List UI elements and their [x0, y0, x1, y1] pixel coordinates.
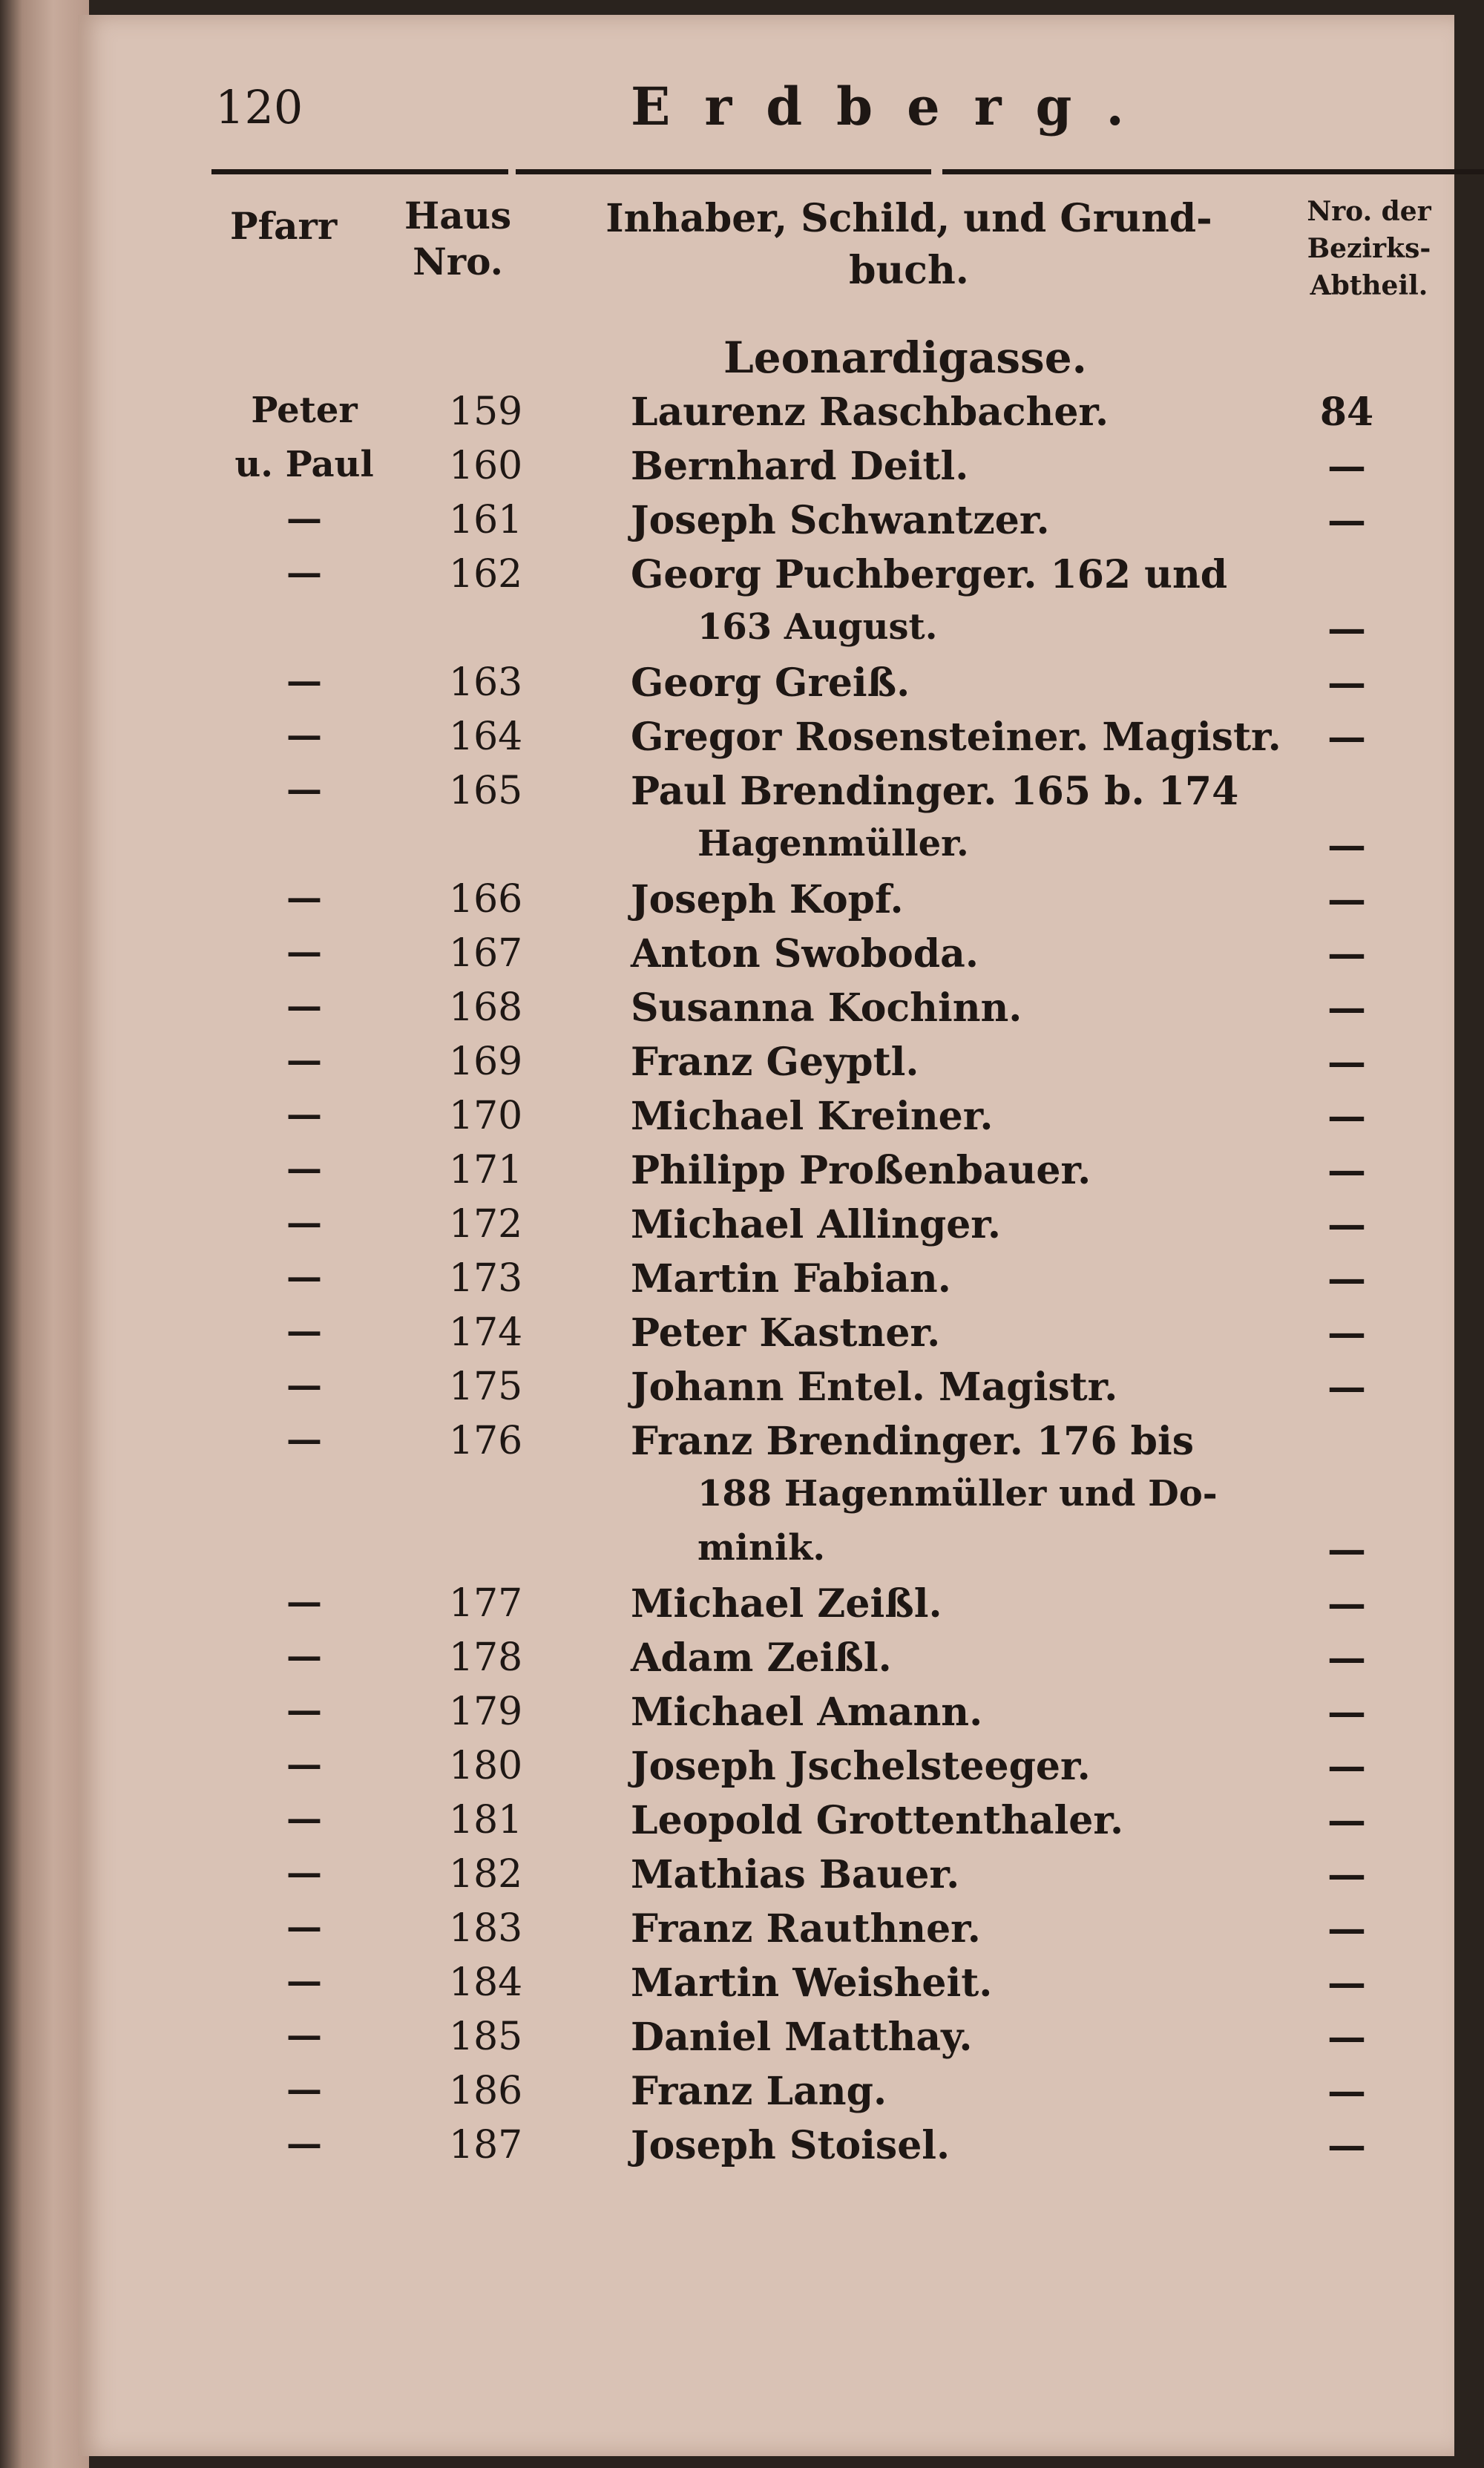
parish-cell: u. Paul: [234, 444, 374, 485]
district-number: 84: [1319, 390, 1374, 435]
house-number: 184: [449, 1960, 523, 2005]
entry-row: [78, 931, 1454, 983]
column-header-haus-nro: [404, 193, 511, 285]
owner-name: Mathias Bauer.: [631, 1852, 960, 1897]
entry-row: [78, 1419, 1454, 1471]
book-page: [78, 15, 1454, 2456]
parish-cell: —: [286, 498, 322, 539]
owner-name: Martin Fabian.: [631, 1256, 951, 1302]
owner-name: Joseph Schwantzer.: [631, 498, 1050, 543]
district-number: —: [1327, 2015, 1366, 2060]
district-number: —: [1327, 2069, 1366, 2114]
parish-cell: —: [286, 2015, 322, 2056]
district-number: —: [1327, 1527, 1366, 1572]
entry-row: [78, 1310, 1454, 1362]
owner-name: Franz Brendinger. 176 bis: [631, 1419, 1195, 1464]
entry-row: [78, 660, 1454, 712]
owner-name: Martin Weisheit.: [631, 1960, 993, 2006]
column-header-haus-line: Nro.: [413, 240, 504, 283]
district-number: —: [1327, 1581, 1366, 1627]
entry-row: [78, 1473, 1454, 1525]
entry-row: [78, 1365, 1454, 1417]
column-header-inhaber-line: buch.: [849, 248, 969, 293]
house-number: 179: [449, 1690, 523, 1734]
owner-name: Gregor Rosensteiner. Magistr.: [631, 715, 1281, 760]
district-number: —: [1327, 985, 1366, 1031]
district-number: —: [1327, 2123, 1366, 2168]
entry-continuation: minik.: [697, 1527, 826, 1569]
entry-continuation: Hagenmüller.: [697, 823, 969, 864]
owner-name: Georg Greiß.: [631, 660, 910, 706]
district-number: —: [1327, 1310, 1366, 1356]
entry-row: [78, 715, 1454, 767]
owner-name: Franz Lang.: [631, 2069, 887, 2114]
house-number: 168: [449, 985, 523, 1030]
district-number: —: [1327, 715, 1366, 760]
column-header-bezirk-line: Nro. der: [1307, 196, 1431, 227]
house-number: 186: [449, 2069, 523, 2113]
entry-row: [78, 2123, 1454, 2175]
district-number: —: [1327, 660, 1366, 706]
owner-name: Philipp Proßenbauer.: [631, 1148, 1091, 1193]
entry-row: [78, 1635, 1454, 1687]
owner-name: Leopold Grottenthaler.: [631, 1798, 1124, 1843]
entry-continuation: 163 August.: [697, 606, 938, 648]
owner-name: Susanna Kochinn.: [631, 985, 1022, 1031]
page-number: 120: [215, 80, 303, 134]
owner-name: Franz Rauthner.: [631, 1906, 981, 1952]
district-number: —: [1327, 1365, 1366, 1410]
district-number: —: [1327, 1148, 1366, 1193]
district-number: —: [1327, 444, 1366, 489]
parish-cell: —: [286, 985, 322, 1027]
section-title: Leonardigasse.: [723, 332, 1087, 383]
district-number: —: [1327, 1906, 1366, 1952]
owner-name: Michael Zeißl.: [631, 1581, 942, 1627]
book-page-edge: [0, 0, 89, 2468]
district-number: —: [1327, 1094, 1366, 1139]
owner-name: Laurenz Raschbacher.: [631, 390, 1109, 435]
owner-name: Joseph Kopf.: [631, 877, 904, 922]
running-title: Erdberg.: [631, 76, 1158, 137]
entry-row: [78, 606, 1454, 658]
owner-name: Michael Allinger.: [631, 1202, 1002, 1247]
district-number: —: [1327, 1852, 1366, 1897]
owner-name: Georg Puchberger. 162 und: [631, 552, 1228, 597]
owner-name: Bernhard Deitl.: [631, 444, 969, 489]
house-number: 162: [449, 552, 523, 597]
owner-name: Michael Kreiner.: [631, 1094, 994, 1139]
owner-name: Franz Geyptl.: [631, 1040, 919, 1085]
entry-row: [78, 1960, 1454, 2012]
owner-name: Joseph Jschelsteeger.: [631, 1744, 1091, 1789]
parish-cell: —: [286, 1581, 322, 1623]
house-number: 182: [449, 1852, 523, 1897]
parish-cell: —: [286, 1094, 322, 1135]
parish-cell: —: [286, 931, 322, 973]
house-number: 176: [449, 1419, 523, 1463]
district-number: —: [1327, 1256, 1366, 1302]
district-number: —: [1327, 1635, 1366, 1681]
owner-name: Paul Brendinger. 165 b. 174: [631, 769, 1239, 814]
entry-continuation: 188 Hagenmüller und Do-: [697, 1473, 1218, 1514]
owner-name: Johann Entel. Magistr.: [631, 1365, 1118, 1410]
house-number: 185: [449, 2015, 523, 2059]
column-header-haus-line: Haus: [404, 194, 512, 237]
district-number: —: [1327, 1202, 1366, 1247]
entry-row: [78, 1690, 1454, 1742]
house-number: 174: [449, 1310, 523, 1355]
house-number: 171: [449, 1148, 523, 1192]
entry-row: [78, 1202, 1454, 1254]
parish-cell: —: [286, 1256, 322, 1298]
entry-row: [78, 1256, 1454, 1308]
district-number: —: [1327, 606, 1366, 652]
house-number: 161: [449, 498, 523, 542]
parish-cell: —: [286, 1310, 322, 1352]
house-number: 167: [449, 931, 523, 976]
entry-row: [78, 552, 1454, 604]
column-header-pfarr: Pfarr: [230, 204, 338, 248]
entry-row: [78, 1148, 1454, 1200]
entry-row: [78, 1744, 1454, 1796]
parish-cell: —: [286, 1635, 322, 1677]
page-header: [215, 76, 1484, 140]
district-number: —: [1327, 1040, 1366, 1085]
district-number: —: [1327, 1690, 1366, 1735]
house-number: 169: [449, 1040, 523, 1084]
parish-cell: —: [286, 1040, 322, 1081]
owner-name: Daniel Matthay.: [631, 2015, 973, 2060]
house-number: 180: [449, 1744, 523, 1788]
parish-cell: Peter: [251, 390, 358, 431]
entry-row: [78, 1094, 1454, 1146]
entry-row: [78, 823, 1454, 875]
house-number: 175: [449, 1365, 523, 1409]
owner-name: Adam Zeißl.: [631, 1635, 892, 1681]
entry-row: [78, 1852, 1454, 1904]
entry-row: [78, 1906, 1454, 1958]
parish-cell: —: [286, 1852, 322, 1894]
parish-cell: —: [286, 1798, 322, 1839]
entry-row: [78, 877, 1454, 929]
district-number: —: [1327, 931, 1366, 977]
district-number: —: [1327, 498, 1366, 543]
owner-name: Anton Swoboda.: [631, 931, 979, 977]
parish-cell: —: [286, 1744, 322, 1785]
district-number: —: [1327, 1960, 1366, 2006]
column-header-bezirk-line: Abtheil.: [1310, 270, 1428, 301]
column-header-bezirk: [1250, 193, 1484, 304]
house-number: 165: [449, 769, 523, 813]
district-number: —: [1327, 877, 1366, 922]
rule-segment: [211, 169, 508, 174]
district-number: —: [1327, 823, 1366, 868]
column-header-bezirk-line: Bezirks-: [1307, 233, 1431, 264]
parish-cell: —: [286, 1690, 322, 1731]
district-number: —: [1327, 1798, 1366, 1843]
parish-cell: —: [286, 660, 322, 702]
parish-cell: —: [286, 1202, 322, 1244]
house-number: 166: [449, 877, 523, 922]
parish-cell: —: [286, 552, 322, 594]
parish-cell: —: [286, 1419, 322, 1460]
house-number: 178: [449, 1635, 523, 1680]
entry-row: [78, 444, 1454, 496]
house-number: 181: [449, 1798, 523, 1842]
owner-name: Joseph Stoisel.: [631, 2123, 951, 2168]
house-number: 173: [449, 1256, 523, 1301]
entry-row: [78, 498, 1454, 550]
house-number: 159: [449, 390, 523, 434]
entry-row: [78, 1798, 1454, 1850]
header-rule: [211, 169, 1484, 177]
house-number: 187: [449, 2123, 523, 2167]
entry-row: [78, 2015, 1454, 2067]
rule-segment: [942, 169, 1484, 174]
house-number: 164: [449, 715, 523, 759]
column-header-inhaber-line: Inhaber, Schild, und Grund-: [605, 196, 1212, 241]
house-number: 177: [449, 1581, 523, 1626]
parish-cell: —: [286, 1960, 322, 2002]
entry-row: [78, 1040, 1454, 1092]
parish-cell: —: [286, 1906, 322, 1948]
parish-cell: —: [286, 1148, 322, 1189]
house-number: 163: [449, 660, 523, 705]
house-number: 183: [449, 1906, 523, 1951]
parish-cell: —: [286, 2123, 322, 2165]
rule-segment: [516, 169, 931, 174]
owner-name: Peter Kastner.: [631, 1310, 941, 1356]
parish-cell: —: [286, 2069, 322, 2110]
entry-row: [78, 769, 1454, 821]
district-number: —: [1327, 1744, 1366, 1789]
house-number: 160: [449, 444, 523, 488]
entry-row: [78, 2069, 1454, 2121]
parish-cell: —: [286, 769, 322, 810]
house-number: 170: [449, 1094, 523, 1138]
parish-cell: —: [286, 877, 322, 919]
house-number: 172: [449, 1202, 523, 1247]
parish-cell: —: [286, 1365, 322, 1406]
entry-row: [78, 1581, 1454, 1633]
parish-cell: —: [286, 715, 322, 756]
entry-row: [78, 985, 1454, 1037]
entry-row: [78, 1527, 1454, 1579]
entry-row: [78, 390, 1454, 442]
owner-name: Michael Amann.: [631, 1690, 983, 1735]
column-header-inhaber: [582, 193, 1235, 297]
